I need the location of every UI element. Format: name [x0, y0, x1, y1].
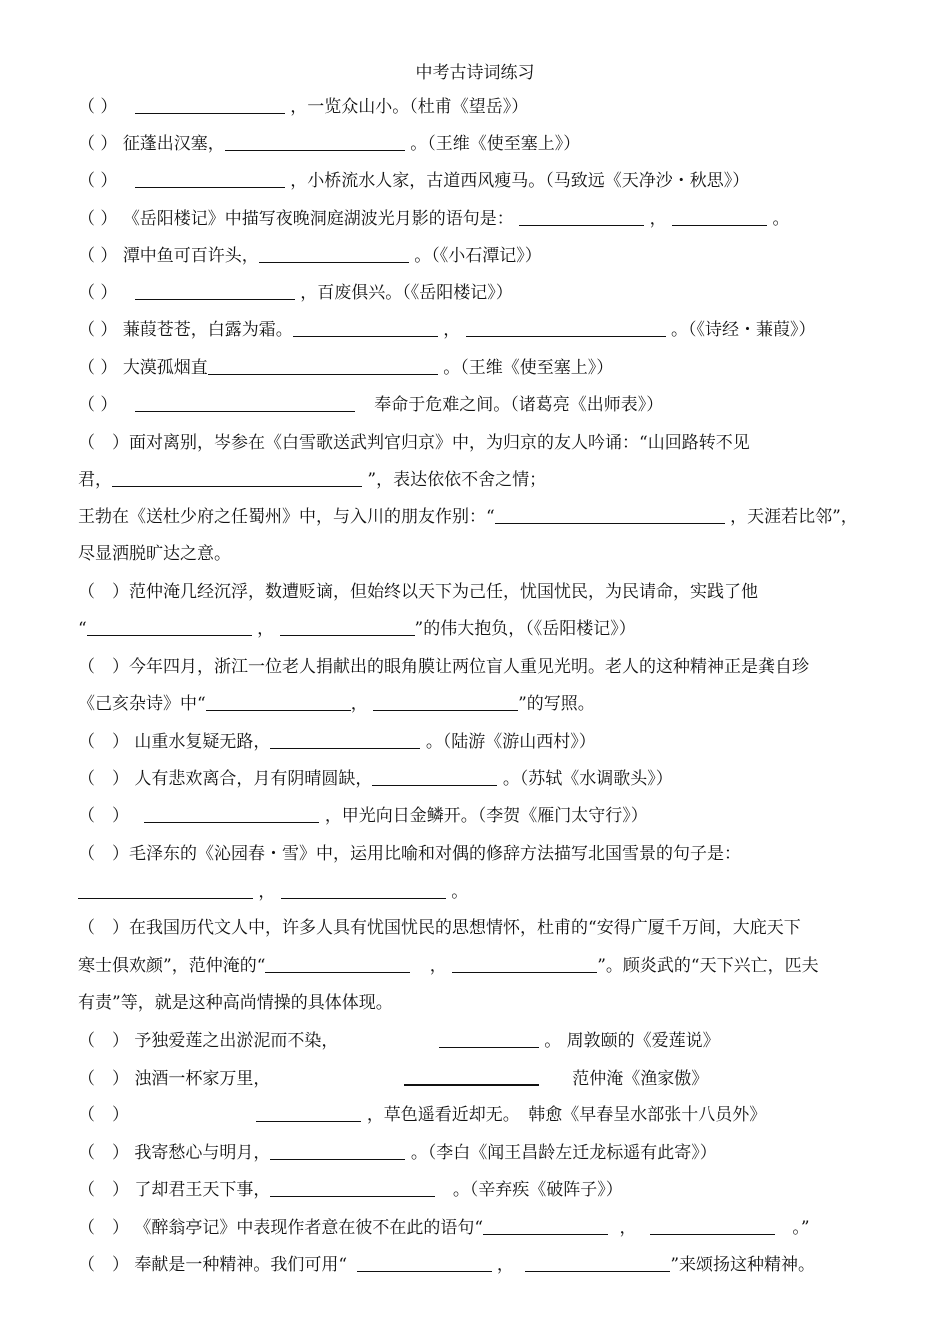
question-text: ，甲光向日金鳞开。（李贺《雁门太守行》）	[324, 806, 648, 826]
question-10-line4: 尽显洒脱旷达之意。	[78, 544, 231, 564]
question-text: 。（李白《闻王昌龄左迁龙标遥有此寄》）	[410, 1143, 717, 1163]
question-text: 。（王维《使至塞上》）	[410, 134, 581, 154]
blank[interactable]	[281, 880, 446, 899]
question-text: 范仲淹《渔家傲》	[572, 1069, 709, 1089]
question-text: 奉命于危难之间。（诸葛亮《出师表》）	[374, 395, 664, 415]
question-22	[78, 1178, 623, 1202]
blank[interactable]	[270, 1141, 405, 1160]
blank[interactable]	[357, 1253, 492, 1272]
blank[interactable]	[525, 1253, 670, 1272]
question-text: 潭中鱼可百许头，	[122, 246, 259, 266]
comma: ，	[429, 956, 447, 976]
question-text: 。（《小石潭记》）	[414, 246, 542, 266]
question-14	[78, 767, 673, 791]
answer-paren[interactable]: （ ）	[78, 395, 118, 415]
question-17-line2	[78, 954, 819, 978]
blank[interactable]	[206, 692, 351, 711]
question-3	[78, 169, 749, 193]
answer-paren[interactable]: （ ）	[78, 1218, 129, 1238]
answer-paren[interactable]: （ ）	[78, 806, 129, 826]
question-19	[78, 1066, 708, 1091]
question-5	[78, 244, 542, 268]
question-20	[78, 1103, 766, 1127]
question-12-line1: （ ）今年四月，浙江一位老人捐献出的眼角膜让两位盲人重见光明。老人的这种精神正是龚自珍	[78, 657, 809, 677]
blank[interactable]	[87, 617, 252, 636]
period: 。	[772, 209, 790, 229]
answer-paren[interactable]: （ ）	[78, 769, 129, 789]
answer-paren[interactable]: （ ）	[78, 1031, 129, 1051]
question-18	[78, 1029, 720, 1053]
question-13	[78, 730, 596, 754]
answer-paren[interactable]: （ ）	[78, 209, 118, 229]
question-2	[78, 132, 580, 156]
question-text: 。（陆游《游山西村》）	[425, 732, 596, 752]
question-11-line2	[78, 617, 636, 641]
blank[interactable]	[144, 804, 319, 823]
question-text: ，小桥流水人家，古道西风瘦马。（马致远《天净沙・秋思》）	[290, 171, 750, 191]
question-text: 我寄愁心与明月，	[134, 1143, 271, 1163]
question-6	[78, 281, 513, 305]
question-text: 了却君王天下事，	[134, 1180, 271, 1200]
answer-paren[interactable]: （ ）	[78, 283, 118, 303]
blank[interactable]	[270, 1178, 435, 1197]
question-text: 《醉翁亭记》中表现作者意在彼不在此的语句“	[134, 1218, 484, 1238]
question-text: ”，表达依依不舍之情；	[367, 470, 547, 490]
question-21	[78, 1141, 717, 1165]
answer-paren[interactable]: （ ）	[78, 97, 118, 117]
comma: ，	[258, 882, 276, 902]
blank[interactable]	[519, 207, 644, 226]
blank[interactable]	[439, 1029, 539, 1048]
question-text: 征蓬出汉塞，	[122, 134, 225, 154]
question-16-line1: （ ）毛泽东的《沁园春・雪》中，运用比喻和对偶的修辞方法描写北国雪景的句子是：	[78, 844, 741, 864]
comma: ，	[496, 1255, 514, 1275]
blank[interactable]	[466, 318, 666, 337]
question-text: ，一览众山小。（杜甫《望岳》）	[290, 97, 529, 117]
question-text: ”的伟大抱负，（《岳阳楼记》）	[414, 619, 636, 639]
blank[interactable]	[495, 505, 725, 524]
blank[interactable]	[78, 880, 253, 899]
question-text: 君，	[78, 470, 112, 490]
question-text: 王勃在《送杜少府之任蜀州》中，与入川的朋友作别：“	[78, 507, 495, 527]
answer-paren[interactable]: （ ）	[78, 732, 129, 752]
answer-paren[interactable]: （ ）	[78, 358, 118, 378]
blank[interactable]	[650, 1216, 775, 1235]
question-10-line1: （ ）面对离别，岑参在《白雪歌送武判官归京》中，为归京的友人吟诵：“山回路转不见	[78, 433, 750, 453]
closing-quote: 。”	[792, 1218, 810, 1238]
blank[interactable]	[259, 244, 409, 263]
question-text: 蒹葭苍苍，白露为霜。	[122, 320, 293, 340]
answer-paren[interactable]: （ ）	[78, 320, 118, 340]
blank[interactable]	[135, 95, 285, 114]
blank[interactable]	[265, 954, 410, 973]
question-23	[78, 1216, 810, 1240]
question-text: ，天涯若比邻”，	[730, 507, 858, 527]
question-text: ”来颂扬这种精神。	[670, 1255, 816, 1275]
blank[interactable]	[135, 281, 295, 300]
question-text: ”。顾炎武的“天下兴亡，匹夫	[597, 956, 819, 976]
comma: ，	[649, 209, 667, 229]
question-text: ”的写照。	[518, 694, 595, 714]
question-17-line3: 有责”等，就是这种高尚情操的具体体现。	[78, 993, 393, 1013]
question-text: 。 周敦颐的《爱莲说》	[544, 1031, 720, 1051]
question-1	[78, 95, 528, 119]
question-text: ，草色遥看近却无。 韩愈《早春呈水部张十八员外》	[366, 1105, 767, 1125]
question-7	[78, 318, 816, 342]
answer-paren[interactable]: （ ）	[78, 1180, 129, 1200]
blank[interactable]	[404, 1066, 539, 1086]
answer-paren[interactable]: （ ）	[78, 1143, 129, 1163]
blank[interactable]	[293, 318, 438, 337]
question-10-line2	[78, 468, 546, 492]
question-text: 山重水复疑无路，	[134, 732, 271, 752]
comma: ，	[350, 694, 368, 714]
question-11-line1: （ ）范仲淹几经沉浮，数遭贬谪，但始终以天下为己任，忧国忧民，为民请命，实践了他	[78, 582, 758, 602]
question-text: 。（辛弃疾《破阵子》）	[452, 1180, 623, 1200]
question-text: 《岳阳楼记》中描写夜晚洞庭湖波光月影的语句是：	[122, 209, 514, 229]
blank[interactable]	[373, 692, 518, 711]
blank[interactable]	[270, 730, 420, 749]
question-10-line3	[78, 505, 858, 529]
comma: ，	[257, 619, 275, 639]
question-17-line1: （ ）在我国历代文人中，许多人具有忧国忧民的思想情怀，杜甫的“安得广厦千万间，大庇天下	[78, 918, 801, 938]
question-16-line2	[78, 880, 468, 904]
page-title: 中考古诗词练习	[415, 63, 535, 83]
question-8	[78, 356, 613, 380]
question-text: 《己亥杂诗》中“	[78, 694, 206, 714]
question-9	[78, 393, 663, 417]
blank[interactable]	[452, 954, 597, 973]
question-4	[78, 207, 789, 231]
answer-paren[interactable]: （ ）	[78, 1105, 129, 1125]
answer-paren[interactable]: （ ）	[78, 1069, 129, 1089]
question-text: 予独爱莲之出淤泥而不染，	[134, 1031, 339, 1051]
blank[interactable]	[135, 393, 355, 412]
blank[interactable]	[225, 132, 405, 151]
answer-paren[interactable]: （ ）	[78, 171, 118, 191]
comma: ，	[443, 320, 461, 340]
comma: ，	[619, 1218, 637, 1238]
question-12-line2	[78, 692, 595, 716]
question-text: ，百废俱兴。（《岳阳楼记》）	[300, 283, 513, 303]
question-text: 寒士俱欢颜”，范仲淹的“	[78, 956, 266, 976]
blank[interactable]	[672, 207, 767, 226]
answer-paren[interactable]: （ ）	[78, 134, 118, 154]
blank[interactable]	[372, 767, 497, 786]
blank[interactable]	[135, 169, 285, 188]
blank[interactable]	[256, 1103, 361, 1122]
answer-paren[interactable]: （ ）	[78, 1255, 129, 1275]
question-text: 。（王维《使至塞上》）	[443, 358, 614, 378]
blank[interactable]	[280, 617, 415, 636]
period: 。	[451, 882, 469, 902]
question-text: 。（《诗经・蒹葭》）	[671, 320, 816, 340]
question-15	[78, 804, 648, 828]
question-text: 奉献是一种精神。我们可用“	[134, 1255, 348, 1275]
answer-paren[interactable]: （ ）	[78, 246, 118, 266]
question-text: 浊酒一杯家万里，	[134, 1069, 271, 1089]
question-text: 大漠孤烟直	[122, 358, 208, 378]
blank[interactable]	[112, 468, 362, 487]
blank[interactable]	[208, 356, 438, 375]
blank[interactable]	[483, 1216, 608, 1235]
question-text: 人有悲欢离合，月有阴晴圆缺，	[134, 769, 373, 789]
question-text: “	[78, 619, 87, 639]
question-text: 。（苏轼《水调歌头》）	[502, 769, 673, 789]
question-24	[78, 1253, 815, 1277]
